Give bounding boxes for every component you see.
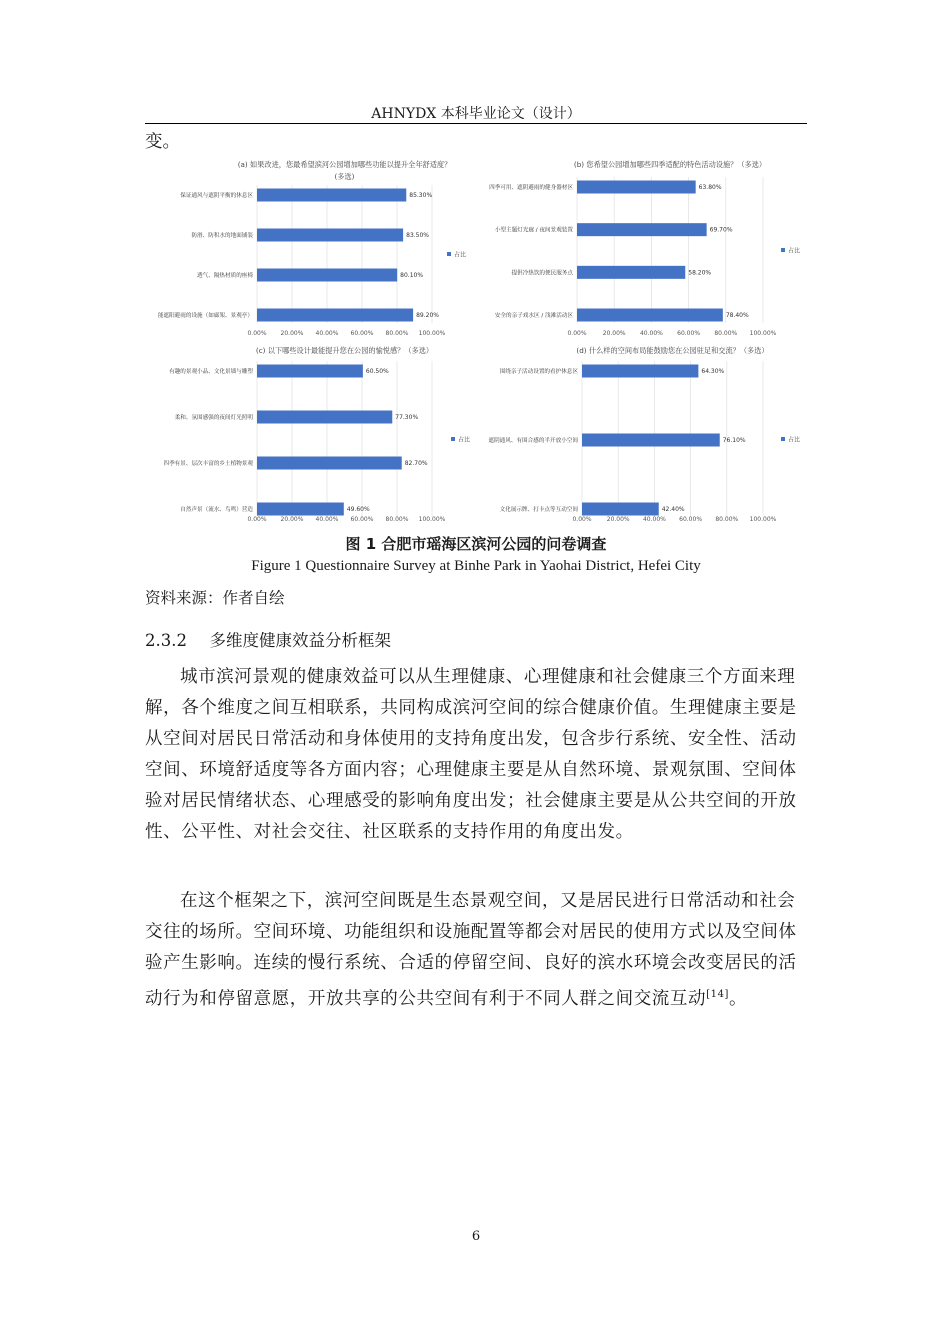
x-tick-label: 20.00% [280,516,304,523]
x-tick-label: 40.00% [642,516,666,523]
x-tick-label: 80.00% [715,516,739,523]
x-tick-label: 100.00% [418,330,446,337]
value-label: 89.20% [416,312,439,319]
legend-swatch [781,248,785,252]
running-header: AHNYDX 本科毕业论文（设计） [371,106,581,122]
category-label: 四季可用、遮阴避雨的健身器材区 [489,185,573,191]
value-label: 63.80% [698,184,722,191]
legend-swatch [781,437,785,441]
header-rule [145,123,807,124]
chart-svg [475,155,807,345]
value-label: 83.50% [406,232,430,239]
bar [257,189,406,202]
value-label: 64.30% [701,368,725,375]
x-tick-label: 60.00% [350,516,374,523]
value-label: 69.70% [709,226,733,234]
legend-label: 占比 [788,247,801,255]
x-tick-label: 40.00% [639,330,663,337]
chart-b [475,155,807,345]
category-label: 有趣的景观小品、文化景墙与雕塑 [169,369,253,375]
category-label: 小型主题灯光廊 / 夜间景观装置 [494,227,573,234]
paragraph-2 [145,886,807,1015]
value-label: 77.30% [395,414,419,421]
legend-label: 占比 [454,251,467,259]
x-tick-label: 0.00% [247,516,267,523]
category-label: 文化展示牌、打卡点等互动空间 [499,507,578,513]
paragraph-1: 城市滨河景观的健康效益可以从生理健康、心理健康和社会健康三个方面来理解，各个维度之间互相联系，共同构成滨河空间的综合健康价值。生理健康主要是从空间对居民日常活动和身体使用的支持角度出发，包含步行系统、安全性、活动空间、环境舒适度等各方面内容；心理健康主要是从自然环境、景观氛围、空间体验对居民情绪状态、心理感受的影响角度出发；社会健康主要是从公共空间的开放性、公平性、对社会交往、社区联系的支持作用的角度出发。 [145,667,797,842]
legend-swatch [451,437,455,441]
legend-label: 占比 [788,436,801,444]
bar [257,229,403,242]
continued-text: 变。 [145,132,180,152]
category-label: 围绕亲子活动设置的看护休息区 [499,369,578,375]
legend-label: 占比 [458,436,471,444]
x-tick-label: 40.00% [315,330,339,337]
chart-title: (a) 如果改进，您最希望滨河公园增加哪些功能以提升全年舒适度？ [237,160,452,169]
x-tick-label: 0.00% [567,330,587,337]
bar [257,269,397,282]
x-tick-label: 60.00% [350,330,374,337]
chart-title-line2: (多选) [334,172,355,181]
page-number: 6 [471,1229,481,1244]
bar [582,503,659,516]
bar [577,309,723,322]
chart-svg [145,341,475,531]
bar [257,503,344,516]
chart-svg [475,341,807,531]
category-label: 安全的亲子戏水区 / 浅滩活动区 [494,313,573,319]
bar [577,266,685,279]
value-label: 76.10% [722,437,746,444]
section-heading [145,627,391,651]
legend-swatch [447,252,451,256]
x-tick-label: 40.00% [315,516,339,523]
bar [577,181,696,194]
bar [582,365,698,378]
chart-a [145,155,475,345]
x-tick-label: 80.00% [385,330,409,337]
value-label: 85.30% [409,192,433,199]
paragraph-2-end: 。 [729,988,748,1009]
value-label: 42.40% [661,506,685,513]
category-label: 提供冷热饮的便民服务点 [511,270,573,277]
value-label: 80.10% [400,272,424,279]
value-label: 49.60% [346,506,370,513]
bar [577,223,707,236]
category-label: 保证通风与遮阴平衡的休息区 [180,193,253,199]
chart-title: (b) 您希望公园增加哪些四季适配的特色活动设施？（多选） [573,160,767,169]
x-tick-label: 0.00% [247,330,267,337]
citation-ref: [14] [706,989,730,1000]
x-tick-label: 80.00% [385,516,409,523]
bar [582,434,720,447]
chart-d [475,341,807,531]
chart-title: (d) 什么样的空间布局能鼓励您在公园驻足和交流？（多选） [576,346,769,355]
bar [257,309,413,322]
bar [257,457,402,470]
category-label: 透气、隔热材质的座椅 [197,273,253,279]
figure-caption-cn: 图 1 合肥市瑶海区滨河公园的问卷调查 [345,535,607,553]
category-label: 遮阴通风、有围合感的半开放小空间 [488,438,578,444]
value-label: 58.20% [688,269,712,277]
x-tick-label: 0.00% [572,516,592,523]
section-number: 2.3.2 [145,631,187,650]
chart-c [145,341,475,531]
x-tick-label: 100.00% [418,516,446,523]
bar [257,411,392,424]
paragraph-2-text: 在这个框架之下，滨河空间既是生态景观空间，又是居民进行日常活动和社会交往的场所。空间环境、功能组织和设施配置等都会对居民的使用方式以及空间体验产生影响。连续的慢行系统、合适的停留空间、良好的滨水环境会改变居民的活动行为和停留意愿，开放共享的公共空间有利于不同人群之间交流互动 [145,891,797,1009]
section-title: 多维度健康效益分析框架 [209,631,391,650]
x-tick-label: 20.00% [280,330,304,337]
category-label: 自然声景（流水、鸟鸣）营造 [180,507,253,513]
x-tick-label: 20.00% [602,330,626,337]
x-tick-label: 80.00% [714,330,738,337]
category-label: 柔和、氛围感强的夜间灯光照明 [174,415,253,421]
x-tick-label: 100.00% [749,330,777,337]
value-label: 82.70% [404,460,428,467]
chart-title: (c) 以下哪些设计最能提升您在公园的愉悦感？（多选） [255,346,434,355]
figure-source: 资料来源：作者自绘 [145,589,285,607]
x-tick-label: 60.00% [677,330,701,337]
x-tick-label: 20.00% [606,516,630,523]
category-label: 能遮阳避雨的设施（如廊架、景观亭） [157,313,253,319]
bar [257,365,363,378]
x-tick-label: 60.00% [679,516,703,523]
category-label: 四季有景、层次丰富的乡土植物景观 [163,461,253,467]
chart-svg [145,155,475,345]
value-label: 78.40% [725,312,749,319]
figure-caption-en: Figure 1 Questionnaire Survey at Binhe Park in Yaohai District, Hefei City [251,558,701,574]
category-label: 防滑、防积水的地面铺装 [191,233,253,239]
value-label: 60.50% [365,368,389,375]
x-tick-label: 100.00% [749,516,777,523]
